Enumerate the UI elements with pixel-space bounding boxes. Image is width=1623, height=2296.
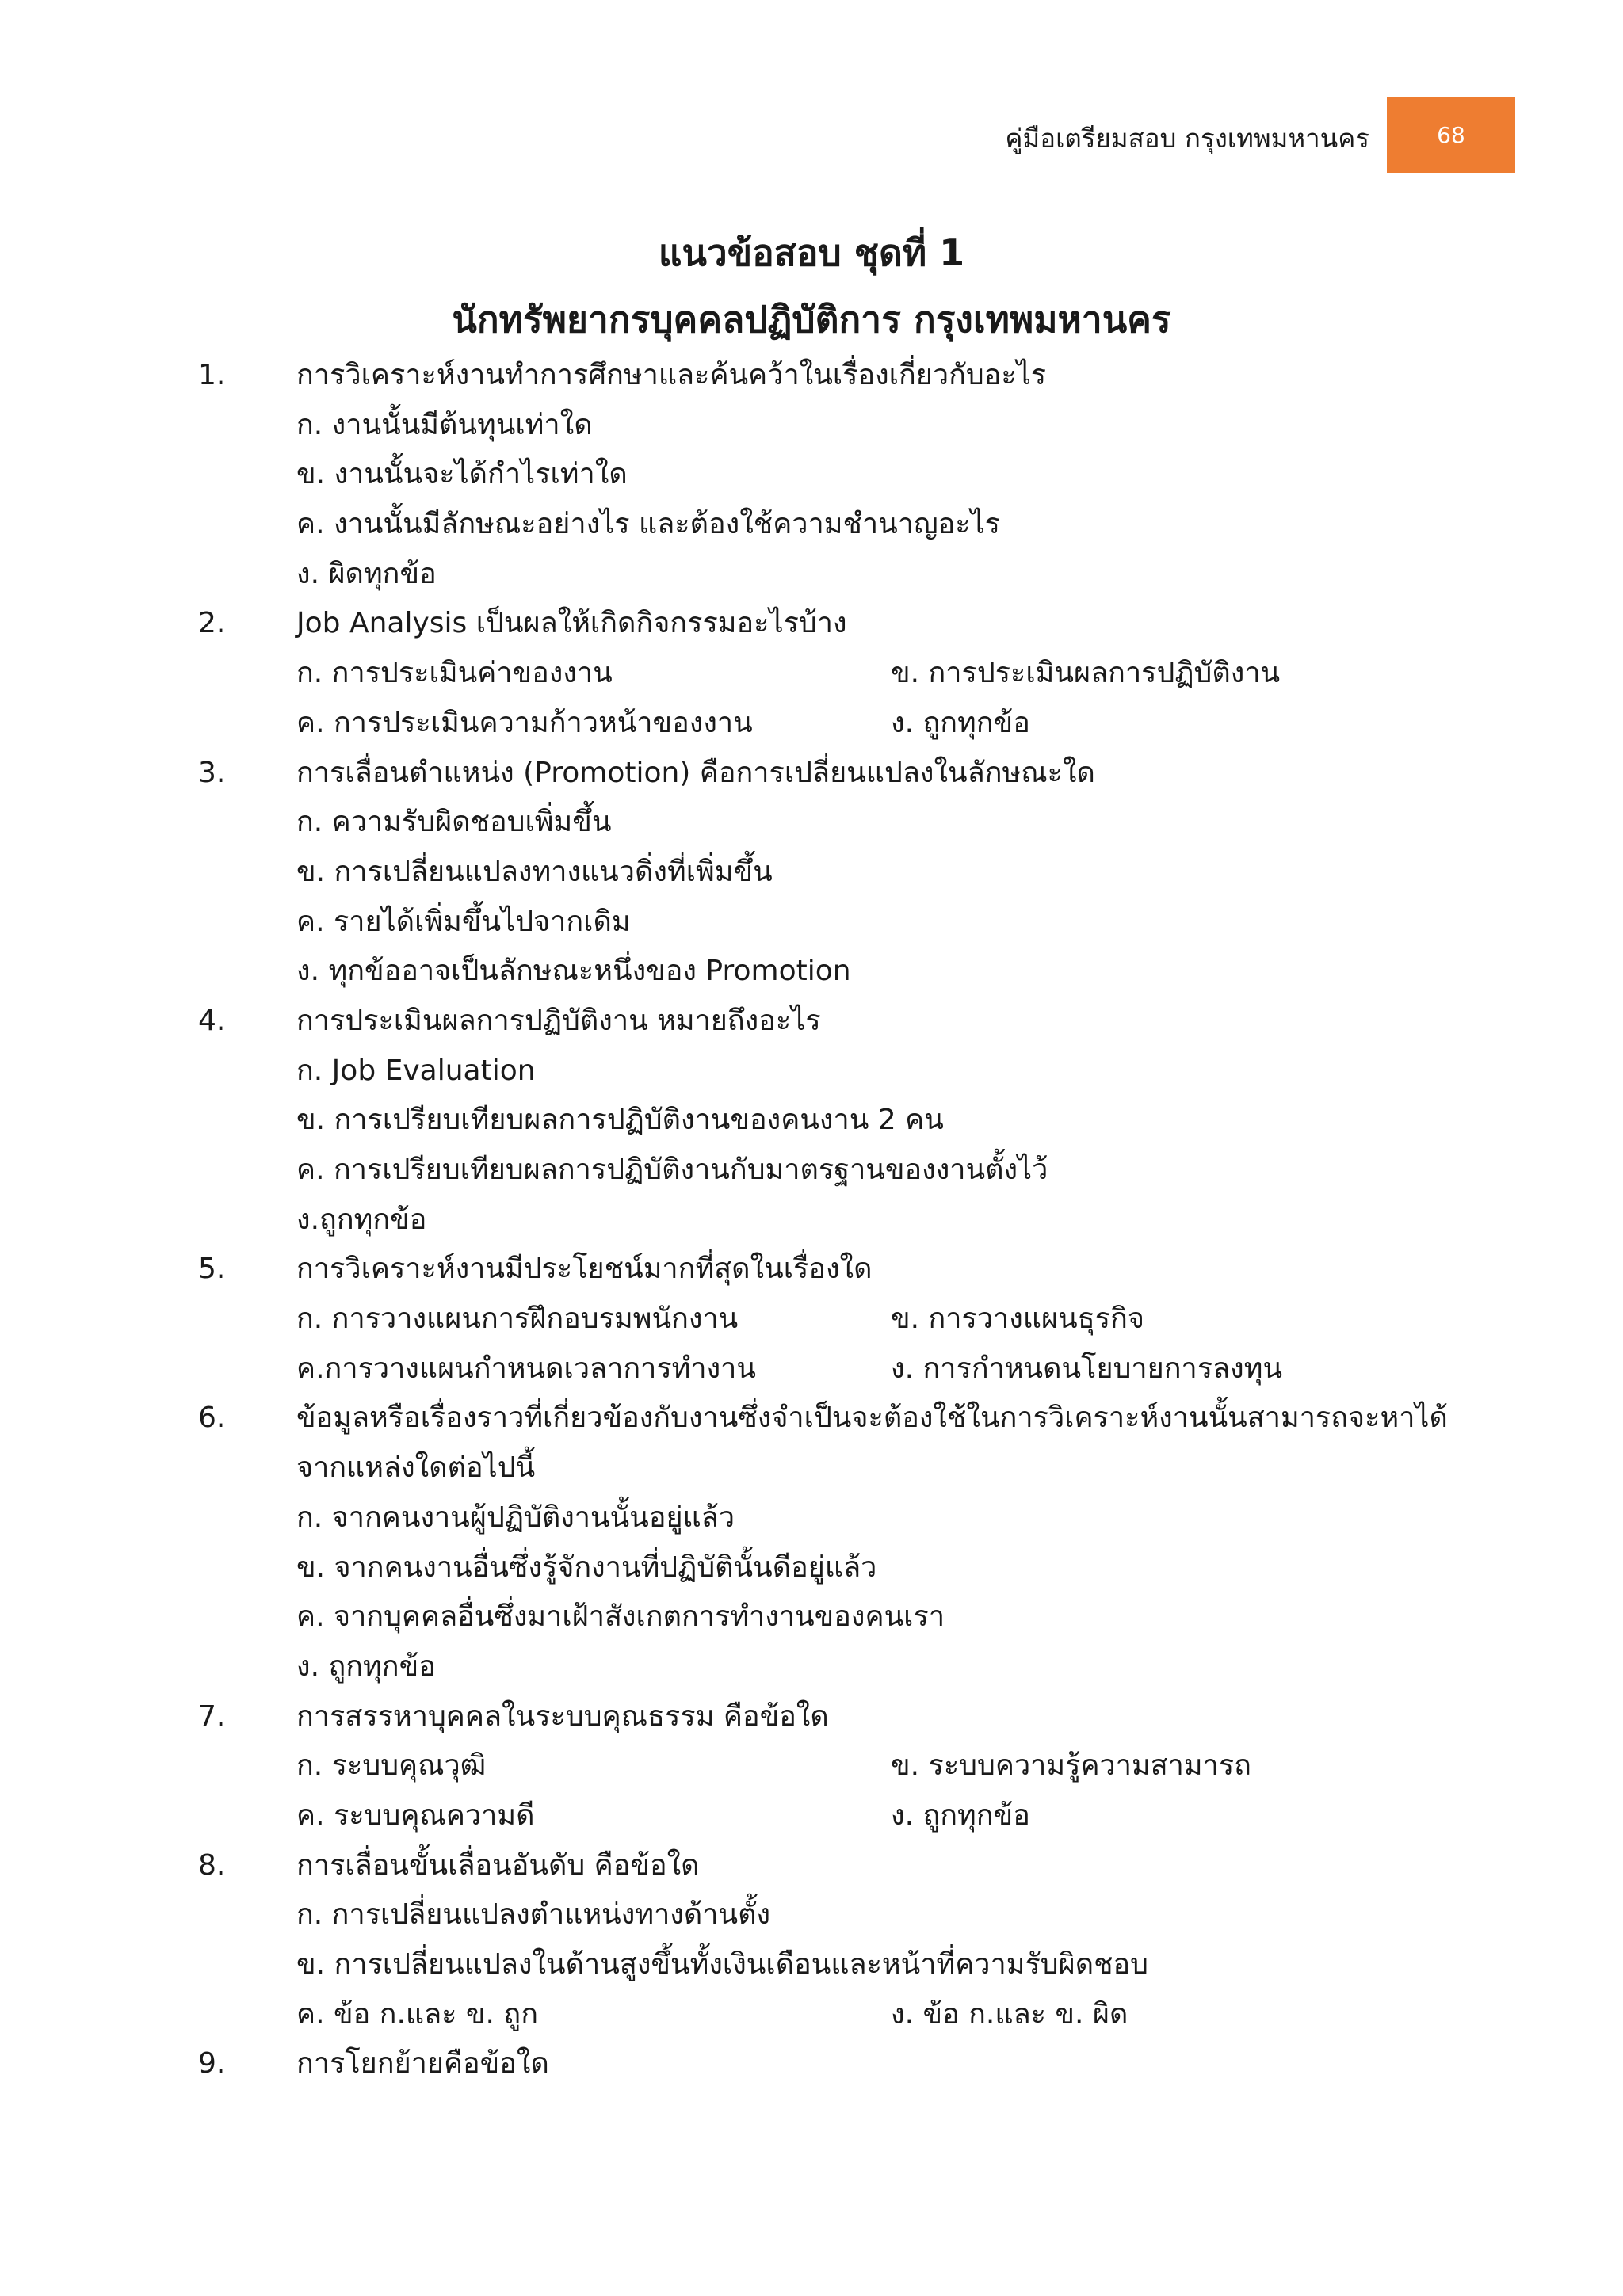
header-title: คู่มือเตรียมสอบ กรุงเทพมหานคร [1005,123,1369,154]
option-row [0,1741,1623,1791]
question-9 [0,2039,1623,2089]
option: ง. ผิดทุกข้อ [296,557,437,590]
option-row [0,1890,1623,1940]
option-row [0,848,1623,898]
option: ข. งานนั้นจะได้กำไรเท่าใด [296,458,628,491]
question-text: จากแหล่งใดต่อไปนี้ [296,1451,536,1485]
option-row [0,798,1623,848]
option: ง. ถูกทุกข้อ [891,1798,1030,1832]
question-number: 6. [198,1402,226,1435]
question-text: การเลื่อนขั้นเลื่อนอันดับ คือข้อใด [296,1848,700,1882]
question-text: การวิเคราะห์งานทำการศึกษาและค้นคว้าในเรื่องเกี่ยวกับอะไร [296,359,1047,391]
option: ก. ระบบคุณวุฒิ [296,1749,487,1783]
option: ก. การเปลี่ยนแปลงตำแหน่งทางด้านตั้ง [296,1898,771,1932]
option: ง.ถูกทุกข้อ [296,1203,427,1236]
option-row [0,1791,1623,1841]
option: ข. ระบบความรู้ความสามารถ [891,1749,1251,1783]
option: ก. ความรับผิดชอบเพิ่มขึ้น [296,806,612,839]
option-row [0,947,1623,997]
option-row [0,898,1623,948]
option: ง. ถูกทุกข้อ [296,1650,436,1683]
option-row [0,1990,1623,2040]
question-text: ข้อมูลหรือเรื่องราวที่เกี่ยวข้องกับงานซึ่งจำเป็นจะต้องใช้ในการวิเคราะห์งานนั้นสามารถจะหาได้ [296,1402,1448,1435]
question-number: 3. [198,756,226,789]
option: ข. การเปลี่ยนแปลงในด้านสูงขึ้นทั้งเงินเดือนและหน้าที่ความรับผิดชอบ [296,1948,1149,1981]
option: ข. การวางแผนธุรกิจ [891,1302,1144,1336]
option-row [0,1543,1623,1593]
option: ง. ข้อ ก.และ ข. ผิด [891,1997,1128,2031]
question-2 [0,599,1623,649]
option-row [0,1146,1623,1196]
option: ง. ทุกข้ออาจเป็นลักษณะหนึ่งของ Promotion [296,955,851,988]
option-row [0,1642,1623,1692]
option: ค. รายได้เพิ่มขึ้นไปจากเดิม [296,905,631,938]
option: ก. Job Evaluation [296,1054,536,1087]
question-number: 1. [198,359,226,391]
option: ข. การประเมินผลการปฏิบัติงาน [891,657,1281,690]
option: ค. ข้อ ก.และ ข. ถูก [296,1997,539,2031]
option-row [0,1344,1623,1394]
question-3 [0,749,1623,799]
question-1 [0,351,1623,401]
option: ง. การกำหนดนโยบายการลงทุน [891,1352,1283,1385]
option: ค. ระบบคุณความดี [296,1798,535,1832]
question-4 [0,997,1623,1047]
option: ข. การเปรียบเทียบผลการปฏิบัติงานของคนงาน 2 คน [296,1104,944,1137]
option: ก. งานนั้นมีต้นทุนเท่าใด [296,408,593,441]
option: ข. จากคนงานอื่นซึ่งรู้จักงานที่ปฏิบัตินั้นดีอยู่แล้ว [296,1550,877,1584]
question-text: Job Analysis เป็นผลให้เกิดกิจกรรมอะไรบ้าง [296,607,847,640]
option: ก. จากคนงานผู้ปฏิบัติงานนั้นอยู่แล้ว [296,1501,735,1534]
option-row [0,1196,1623,1245]
option: ก. การประเมินค่าของงาน [296,657,613,690]
page-number-badge: 68 [1387,97,1515,173]
question-5 [0,1245,1623,1295]
question-number: 9. [198,2047,226,2081]
question-text-continued [0,1444,1623,1493]
option: ค. จากบุคคลอื่นซึ่งมาเฝ้าสังเกตการทำงานของคนเรา [296,1600,945,1634]
option: ง. ถูกทุกข้อ [891,706,1030,739]
option-row [0,500,1623,550]
question-list [0,351,1623,2089]
question-8 [0,1841,1623,1891]
option-row [0,1295,1623,1344]
option-row [0,699,1623,749]
option: ข. การเปลี่ยนแปลงทางแนวดิ่งที่เพิ่มขึ้น [296,855,773,888]
option: ก. การวางแผนการฝึกอบรมพนักงาน [296,1302,739,1336]
question-number: 7. [198,1699,226,1733]
question-number: 4. [198,1004,226,1037]
question-7 [0,1692,1623,1742]
option: ค. การประเมินความก้าวหน้าของงาน [296,706,753,739]
option-row [0,401,1623,451]
option: ค.การวางแผนกำหนดเวลาการทำงาน [296,1352,757,1385]
option-row [0,1940,1623,1990]
document-subtitle: นักทรัพยากรบุคคลปฏิบัติการ กรุงเทพมหานคร [452,298,1171,341]
option-row [0,450,1623,500]
document-title: แนวข้อสอบ ชุดที่ 1 [658,231,965,274]
option: ค. การเปรียบเทียบผลการปฏิบัติงานกับมาตรฐานของงานตั้งไว้ [296,1154,1048,1186]
option-row [0,1047,1623,1097]
question-number: 2. [198,607,226,640]
question-text: การโยกย้ายคือข้อใด [296,2047,549,2081]
question-number: 8. [198,1848,226,1882]
option-row [0,1096,1623,1146]
question-number: 5. [198,1253,226,1286]
question-text: การเลื่อนตำแหน่ง (Promotion) คือการเปลี่ยนแปลงในลักษณะใด [296,756,1095,789]
option-row [0,1493,1623,1543]
question-text: การสรรหาบุคคลในระบบคุณธรรม คือข้อใด [296,1699,829,1733]
option-row [0,550,1623,600]
question-text: การวิเคราะห์งานมีประโยชน์มากที่สุดในเรื่องใด [296,1253,873,1286]
question-text: การประเมินผลการปฏิบัติงาน หมายถึงอะไร [296,1004,821,1037]
question-6 [0,1394,1623,1444]
option-row [0,649,1623,699]
option: ค. งานนั้นมีลักษณะอย่างไร และต้องใช้ความชำนาญอะไร [296,508,1001,541]
option-row [0,1592,1623,1642]
